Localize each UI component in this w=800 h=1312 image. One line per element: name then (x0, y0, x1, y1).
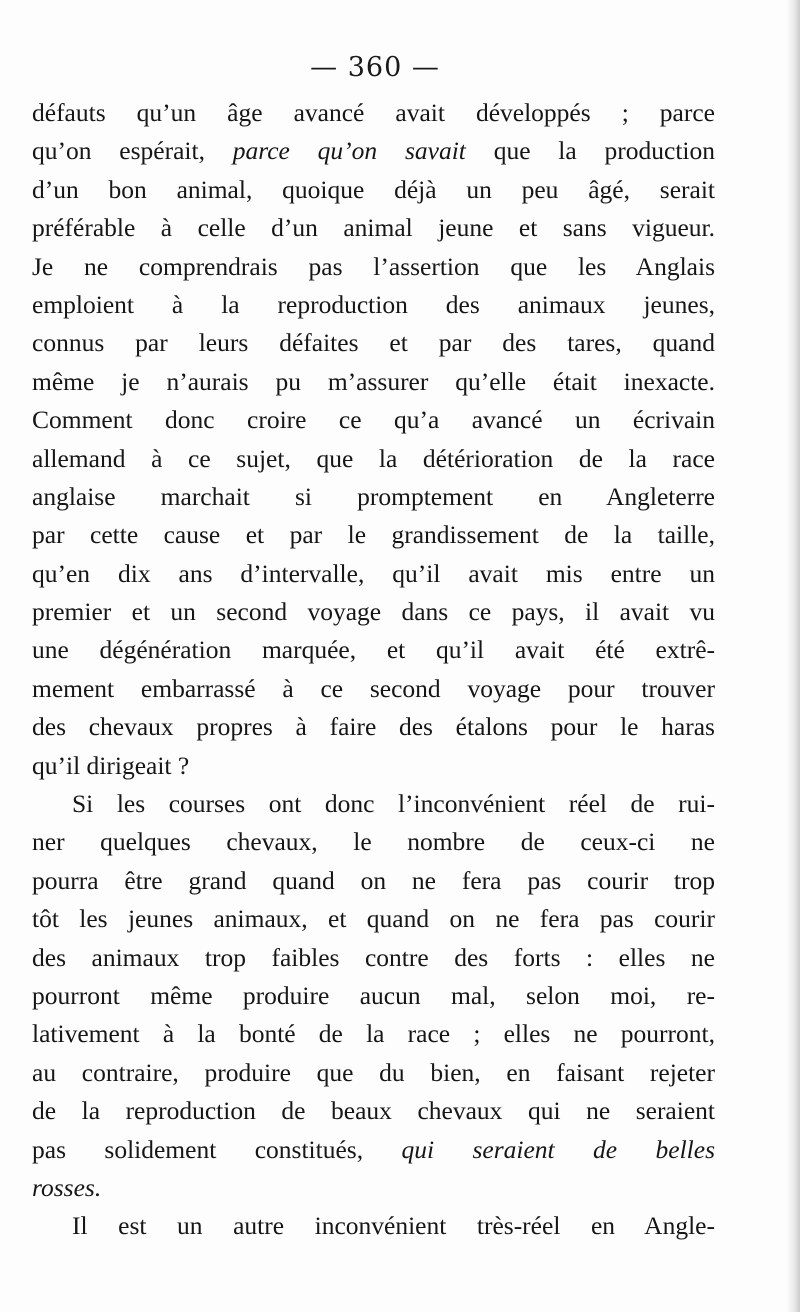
text-line: qu’il dirigeait ? (32, 750, 190, 780)
italic-phrase: parce qu’on savait (232, 136, 466, 166)
text-line: pourra être grand quand on ne fera pas courir trop (32, 865, 715, 895)
text-line: une dégénération marquée, et qu’il avait été extrê- (32, 635, 715, 665)
text-line: pas solidement constitués, qui seraient de belles (32, 1134, 715, 1164)
text-line: anglaise marchait si promptement en Angleterre (32, 481, 715, 511)
text-line: Comment donc croire ce qu’a avancé un écrivain (32, 405, 715, 435)
text-line: de la reproduction de beaux chevaux qui ne seraient (32, 1096, 715, 1126)
text-line: lativement à la bonté de la race ; elles ne pourront, (32, 1019, 715, 1049)
text-line: même je n’aurais pu m’assurer qu’elle était inexacte. (32, 366, 715, 396)
text-line: premier et un second voyage dans ce pays, il avait vu (32, 597, 715, 627)
text-line: préférable à celle d’un animal jeune et sans vigueur. (32, 213, 715, 243)
text-line: au contraire, produire que du bien, en faisant rejeter (32, 1057, 715, 1087)
text-line: Je ne comprendrais pas l’assertion que les Anglais (32, 251, 715, 281)
text-line: d’un bon animal, quoique déjà un peu âgé, serait (32, 174, 715, 204)
text-line: des animaux trop faibles contre des forts : elles ne (32, 942, 715, 972)
body-text (32, 94, 715, 1246)
text-line: Si les courses ont donc l’inconvénient réel de rui- (72, 789, 715, 819)
text-line: par cette cause et par le grandissement de la taille, (32, 520, 715, 550)
text-line: Il est un autre inconvénient très-réel en Angle- (72, 1211, 715, 1241)
text-line: connus par leurs défaites et par des tares, quand (32, 328, 715, 358)
text-line (32, 1169, 715, 1207)
page-number: — 360 — (310, 52, 440, 83)
text-line: des chevaux propres à faire des étalons pour le haras (32, 712, 715, 742)
text-line: ner quelques chevaux, le nombre de ceux-ci ne (32, 827, 715, 857)
text-line: qu’en dix ans d’intervalle, qu’il avait mis entre un (32, 558, 715, 588)
text-line: défauts qu’un âge avancé avait développés ; parce (32, 98, 715, 127)
text-line: qu’on espérait, parce qu’on savait que la production (32, 136, 715, 166)
italic-phrase: rosses. (32, 1172, 102, 1202)
text-line: emploient à la reproduction des animaux jeunes, (32, 289, 715, 319)
text-line: tôt les jeunes animaux, et quand on ne fera pas courir (32, 904, 715, 934)
text-line: allemand à ce sujet, que la détérioration de la race (32, 443, 715, 473)
text-line: mement embarrassé à ce second voyage pour trouver (32, 673, 715, 703)
text-line: pourront même produire aucun mal, selon moi, re- (32, 980, 715, 1010)
italic-phrase: qui seraient de belles (401, 1134, 715, 1164)
page-edge-shadow (786, 0, 800, 1312)
